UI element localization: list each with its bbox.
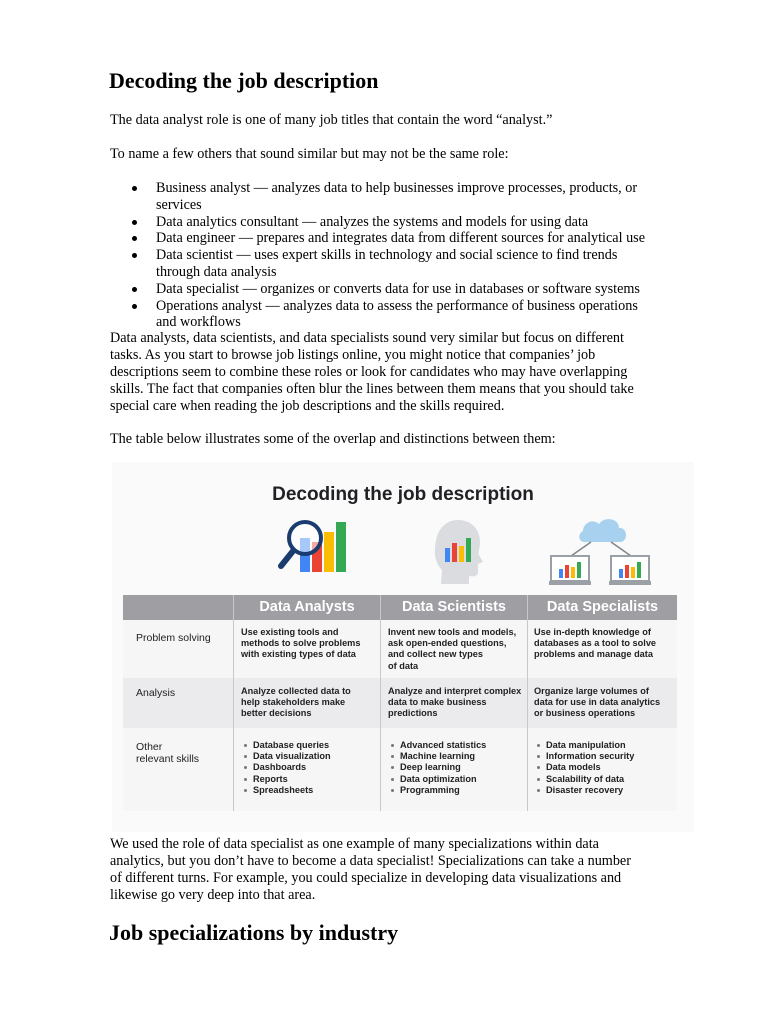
intro-paragraph: The data analyst role is one of many job titles that contain the word “analyst.” [110,112,553,128]
figure-title: Decoding the job description [272,484,534,505]
table-cell: Use existing tools and methods to solve problems with existing types of data [241,627,361,660]
column-header: Data Specialists [528,595,677,620]
list-item: Data scientist — uses expert skills in technology and social science to find trends through data analysis [110,247,710,281]
row-label: Problem solving [136,632,211,644]
section-heading: Decoding the job description [109,68,379,93]
magnifier-chart-icon [277,516,347,589]
section-heading: Job specializations by industry [109,920,399,945]
table-cell: Analyze collected data to help stakeholders make better decisions [241,686,351,719]
row-label: Other relevant skills [136,741,200,765]
list-item: Data engineer — prepares and integrates data from different sources for analytical use [110,230,710,247]
list-item: Data specialist — organizes or converts data for use in databases or software systems [110,281,710,298]
decoding-figure [112,462,694,832]
role-bullet-list [110,180,710,331]
list-item: Data analytics consultant — analyzes the systems and models for using data [110,214,710,231]
table-cell: Analyze and interpret complex data to make business predictions [388,686,522,719]
table-cell: Organize large volumes of data for use in data analytics or business operations [534,686,661,719]
body-paragraph: Data analysts, data scientists, and data specialists sound very similar but focus on different tasks. As you start to browse job listings online, you might notice that companies’ job descriptions seem to combine these roles or look for candidates who may have overlapping skills. The fact that companies often blur the lines between them means that you should take special care when reading the job descriptions and the skills required. [110,330,634,414]
head-chart-icon [432,516,484,589]
table-cell: Invent new tools and models, ask open-ended questions, and collect new types of data [388,627,517,671]
column-header: Data Analysts [234,595,380,620]
skills-list: Database queries Data visualization Dashboards Reports Spreadsheets [241,740,331,796]
row-label: Analysis [136,687,176,699]
closing-paragraph: We used the role of data specialist as one example of many specializations within data analytics, but you don’t have to become a data specialist! Specializations can take a number of different turns. For example, you could specialize in developing data visualizations and likewise go very deep into that area. [110,836,631,903]
list-item: Operations analyst — analyzes data to assess the performance of business operations and workflows [110,298,710,332]
lead-in-paragraph: To name a few others that sound similar but may not be the same role: [110,146,509,162]
skills-list: Data manipulation Information security Data models Scalability of data Disaster recovery [534,740,634,796]
table-cell: Use in-depth knowledge of databases as a tool to solve problems and manage data [534,627,657,660]
comparison-table [123,595,677,811]
list-item: Business analyst — analyzes data to help businesses improve processes, products, or services [110,180,710,214]
table-intro-paragraph: The table below illustrates some of the overlap and distinctions between them: [110,431,556,447]
skills-list: Advanced statistics Machine learning Deep learning Data optimization Programming [388,740,486,796]
cloud-laptops-icon [549,514,653,593]
column-header: Data Scientists [381,595,527,620]
